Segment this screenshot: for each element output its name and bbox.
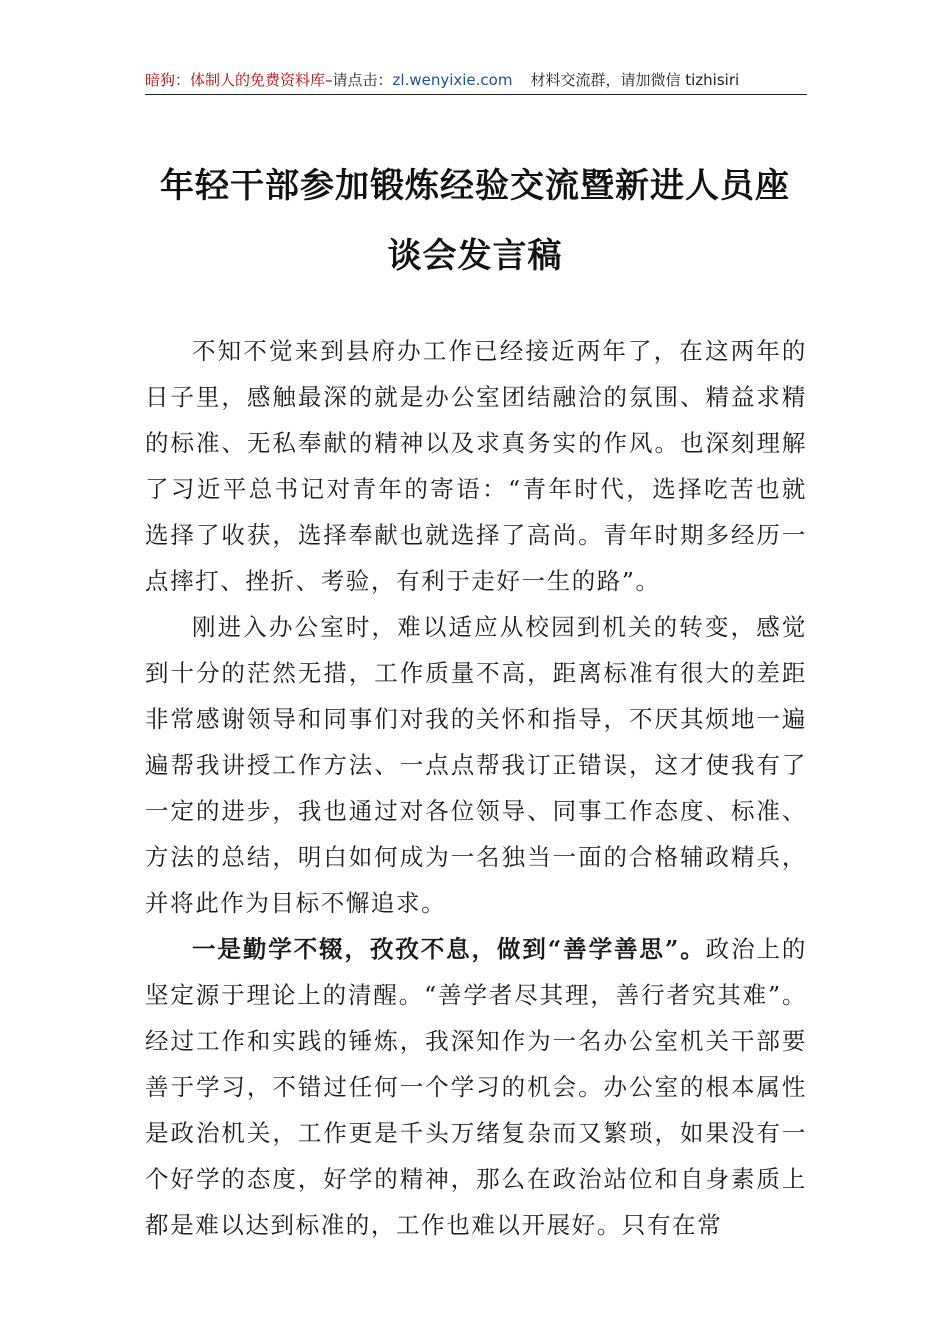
paragraph-3-body: 政治上的坚定源于理论上的清醒。“善学者尽其理，善行者究其难”。经过工作和实践的锤炼，我深知作为一名办公室机关干部要善于学习，不错过任何一个学习的机会。办公室的根本属性是政治机关，工作更是千头万绪复杂而又繁琐，如果没有一个好学的态度，好学的精神，那么在政治站位和自身素质上都是难以达到标准的，工作也难以开展好。只有在常 [145,935,807,1239]
paragraph-2: 刚进入办公室时，难以适应从校园到机关的转变，感觉到十分的茫然无措，工作质量不高，距离标准有很大的差距非常感谢领导和同事们对我的关怀和指导，不厌其烦地一遍遍帮我讲授工作方法、一点点帮我订正错误，这才使我有了一定的进步，我也通过对各位领导、同事工作态度、标准、方法的总结，明白如何成为一名独当一面的合格辅政精兵，并将此作为目标不懈追求。 [145,613,807,917]
paragraph-3 [145,926,807,1248]
header-site-name: 暗狗：体制人的免费资料库 [145,71,326,89]
page-header [145,66,807,95]
header-prompt: –请点击： [325,71,393,89]
document-title-line-1: 年轻干部参加锻炼经验交流暨新进人员座 [160,166,790,206]
document-title-line-2: 谈会发言稿 [387,236,563,276]
paragraph-1: 不知不觉来到县府办工作已经接近两年了，在这两年的日子里，感触最深的就是办公室团结融洽的氛围、精益求精的标准、无私奉献的精神以及求真务实的作风。也深刻理解了习近平总书记对青年的寄语：“青年时代，选择吃苦也就选择了收获，选择奉献也就选择了高尚。青年时期多经历一点摔打、挫折、考验，有利于走好一生的路”。 [145,337,807,595]
header-contact: 材料交流群，请加微信 tizhisiri [530,71,740,89]
document-body [145,328,807,1248]
header-link[interactable]: zl.wenyixie.com [392,71,513,89]
paragraph-3-heading: 一是勤学不辍，孜孜不息，做到“善学善思”。 [192,935,706,963]
